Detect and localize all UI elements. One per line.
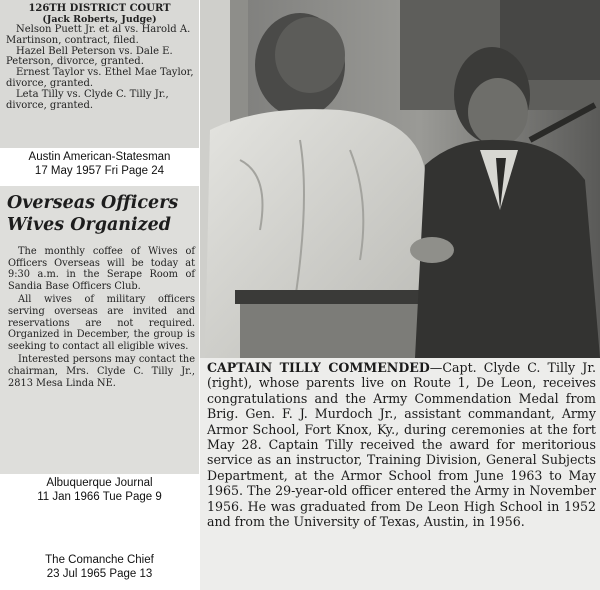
overseas-source-date: 11 Jan 1966 Tue Page 9 [37, 491, 162, 503]
captain-body: —Capt. Clyde C. Tilly Jr. (right), whose parents live on Route 1, De Leon, receives congratulations and the Army Commendation Medal from Brig. Gen. F. J. Murdoch Jr., assistant commandant, Army Armor School, Fort Knox, Ky., during ceremonies at the fort May 28. Captain Tilly received the award for meritorious service as an instructor, Training Division, General Subjects Department, at the Armor School from June 1963 to May 1965. The 29-year-old officer entered the Army in November 1956. He was graduated from De Leon High School in 1952 and from the University of Texas, Austin, in 1956. [207, 360, 596, 530]
captain-headline: CAPTAIN TILLY COMMENDED [207, 360, 430, 375]
overseas-headline [7, 192, 199, 236]
overseas-headline-line1: Overseas Officers [7, 193, 179, 213]
ceremony-photo-image [200, 0, 600, 358]
captain-source-caption [0, 553, 199, 581]
overseas-paragraph: The monthly coffee of Wives of Officers Overseas will be today at 9:30 a.m. in the Serape Room of Sandia Base Officers Club. [8, 246, 195, 292]
court-entry: Hazel Bell Peterson vs. Dale E. Peterson, divorce, granted. [6, 45, 173, 68]
court-heading: 126TH DISTRICT COURT [28, 3, 171, 14]
court-source-date: 17 May 1957 Fri Page 24 [34, 165, 165, 177]
overseas-clipping [0, 186, 199, 474]
court-entry: Leta Tilly vs. Clyde C. Tilly Jr., divorce, granted. [6, 88, 169, 111]
overseas-headline-line2: Wives Organized [7, 215, 171, 235]
court-clipping [0, 0, 199, 148]
captain-source-date: 23 Jul 1965 Page 13 [46, 568, 153, 580]
overseas-source-paper: Albuquerque Journal [46, 477, 153, 489]
overseas-source-caption [0, 476, 199, 504]
overseas-paragraph: Interested persons may contact the chairman, Mrs. Clyde C. Tilly Jr., 2813 Mesa Linda NE. [8, 354, 195, 389]
court-source-caption [0, 150, 199, 178]
ceremony-photo [200, 0, 600, 358]
court-entry: Nelson Puett Jr. et al vs. Harold A. Martinson, contract, filed. [6, 24, 191, 46]
captain-source-paper: The Comanche Chief [45, 554, 154, 566]
captain-article [200, 358, 600, 529]
court-source-paper: Austin American-Statesman [28, 151, 171, 163]
court-entry: Ernest Taylor vs. Ethel Mae Taylor, divorce, granted. [6, 67, 194, 89]
overseas-paragraph: All wives of military officers serving overseas are invited and reservations are not required. Organized in December, the group is seeking to contact all eligible wives. [8, 294, 195, 352]
court-subheading: (Jack Roberts, Judge) [42, 14, 157, 25]
captain-clipping [200, 358, 600, 590]
